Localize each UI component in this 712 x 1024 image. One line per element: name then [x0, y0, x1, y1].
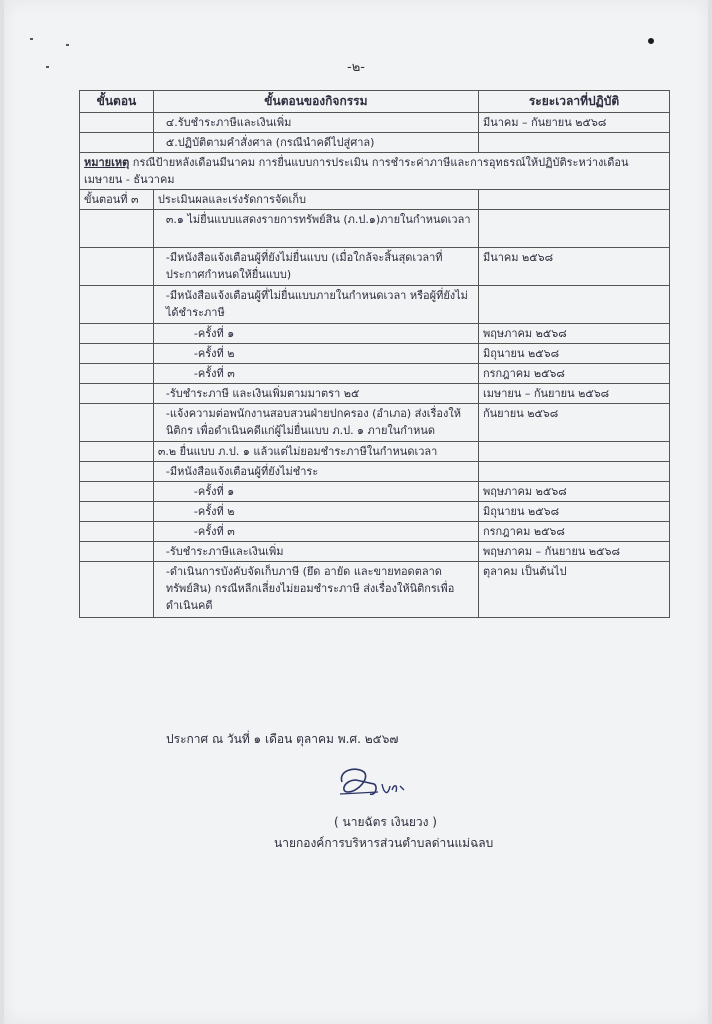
activity-cell: ๔.รับชำระภาษีและเงินเพิ่ม	[153, 113, 478, 133]
announcement-date: ประกาศ ณ วันที่ ๑ เดือน ตุลาคม พ.ศ. ๒๕๖๗	[166, 732, 399, 746]
signature-mark	[334, 762, 414, 804]
activity-cell: -รับชำระภาษีและเงินเพิ่ม	[153, 542, 478, 562]
table-row	[80, 344, 670, 364]
table-row	[80, 210, 670, 248]
period-cell: มิถุนายน ๒๕๖๘	[478, 502, 669, 522]
period-cell: ตุลาคม เป็นต้นไป	[478, 562, 669, 618]
header-period: ระยะเวลาที่ปฏิบัติ	[478, 91, 669, 113]
table-row	[80, 462, 670, 482]
paper-speck	[30, 38, 33, 40]
header-activity: ขั้นตอนของกิจกรรม	[153, 91, 478, 113]
note-label: หมายเหตุ	[84, 156, 130, 169]
step-cell	[80, 542, 154, 562]
step-cell: ขั้นตอนที่ ๓	[80, 190, 154, 210]
activity-cell: ๓.๑ ไม่ยื่นแบบแสดงรายการทรัพย์สิน (ภ.ป.๑)ภายในกำหนดเวลา	[153, 210, 478, 248]
period-cell: กันยายน ๒๕๖๘	[478, 404, 669, 442]
step-cell	[80, 248, 154, 286]
step-cell	[80, 286, 154, 324]
table-row	[80, 113, 670, 133]
table-row	[80, 248, 670, 286]
activity-cell: ประเมินผลและเร่งรัดการจัดเก็บ	[153, 190, 478, 210]
period-cell: กรกฎาคม ๒๕๖๘	[478, 364, 669, 384]
period-cell: มีนาคม ๒๕๖๘	[478, 248, 669, 286]
step-cell	[80, 113, 154, 133]
table-row	[80, 482, 670, 502]
period-cell: มีนาคม – กันยายน ๒๕๖๘	[478, 113, 669, 133]
activity-cell: -แจ้งความต่อพนักงานสอบสวนฝ่ายปกครอง (อำเภอ) ส่งเรื่องให้นิติกร เพื่อดำเนินคดีแก่ผู้ไม่ยื่นแบบ ภ.ป. ๑ ภายในกำหนด	[153, 404, 478, 442]
signer-title: นายกองค์การบริหารส่วนตำบลด่านแม่ฉลบ	[274, 836, 494, 850]
step-cell	[80, 562, 154, 618]
note-row	[80, 153, 670, 190]
table-row	[80, 133, 670, 153]
table-row	[80, 384, 670, 404]
step-cell	[80, 324, 154, 344]
step-cell	[80, 482, 154, 502]
period-cell: มิถุนายน ๒๕๖๘	[478, 344, 669, 364]
table-header-row	[80, 91, 670, 113]
table-row	[80, 542, 670, 562]
period-cell	[478, 462, 669, 482]
paper-speck	[66, 44, 69, 46]
table-row	[80, 442, 670, 462]
period-cell: พฤษภาคม ๒๕๖๘	[478, 324, 669, 344]
period-cell	[478, 210, 669, 248]
period-cell	[478, 442, 669, 462]
period-cell	[478, 286, 669, 324]
activity-cell: -มีหนังสือแจ้งเตือนผู้ที่ไม่ยื่นแบบภายในกำหนดเวลา หรือผู้ที่ยังไม่ได้ชำระภาษี	[153, 286, 478, 324]
activity-cell: -ครั้งที่ ๓	[153, 522, 478, 542]
step-cell	[80, 364, 154, 384]
header-step: ขั้นตอน	[80, 91, 154, 113]
table-row	[80, 522, 670, 542]
period-cell: พฤษภาคม ๒๕๖๘	[478, 482, 669, 502]
activity-cell: -ครั้งที่ ๒	[153, 502, 478, 522]
table-row	[80, 286, 670, 324]
activity-cell: -ดำเนินการบังคับจัดเก็บภาษี (ยึด อายัด และขายทอดตลาดทรัพย์สิน) กรณีหลีกเลี่ยงไม่ยอมชำระภาษี ส่งเรื่องให้นิติกรเพื่อดำเนินคดี	[153, 562, 478, 618]
period-cell: พฤษภาคม – กันยายน ๒๕๖๘	[478, 542, 669, 562]
activity-cell: -ครั้งที่ ๓	[153, 364, 478, 384]
step-cell	[80, 384, 154, 404]
step-cell	[80, 404, 154, 442]
table-row	[80, 190, 670, 210]
activity-cell: -มีหนังสือแจ้งเตือนผู้ที่ยังไม่ชำระ	[153, 462, 478, 482]
activity-cell: -ครั้งที่ ๑	[153, 324, 478, 344]
activity-cell: -รับชำระภาษี และเงินเพิ่มตามมาตรา ๒๕	[153, 384, 478, 404]
table-row	[80, 404, 670, 442]
period-cell: เมษายน – กันยายน ๒๕๖๘	[478, 384, 669, 404]
note-text: กรณีป้ายหลังเดือนมีนาคม การยื่นแบบการประเมิน การชำระค่าภาษีและการอุทธรณ์ให้ปฏิบัติระหว่างเดือนเมษายน - ธันวาคม	[84, 156, 629, 186]
table-row	[80, 324, 670, 344]
step-cell	[80, 462, 154, 482]
step-cell	[80, 344, 154, 364]
step-cell	[80, 210, 154, 248]
step-cell	[80, 502, 154, 522]
activity-cell: ๓.๒ ยื่นแบบ ภ.ป. ๑ แล้วแต่ไม่ยอมชำระภาษีในกำหนดเวลา	[153, 442, 478, 462]
activity-cell: -ครั้งที่ ๒	[153, 344, 478, 364]
page-number: -๒-	[347, 60, 365, 75]
period-cell	[478, 133, 669, 153]
table-row	[80, 364, 670, 384]
step-cell	[80, 522, 154, 542]
table-row	[80, 502, 670, 522]
schedule-table	[79, 90, 670, 618]
note-cell	[80, 153, 670, 190]
period-cell	[478, 190, 669, 210]
period-cell: กรกฎาคม ๒๕๖๘	[478, 522, 669, 542]
ink-dot	[648, 38, 654, 44]
signer-name: ( นายฉัตร เงินยวง )	[334, 815, 437, 829]
activity-cell: -มีหนังสือแจ้งเตือนผู้ที่ยังไม่ยื่นแบบ (เมื่อใกล้จะสิ้นสุดเวลาที่ประกาศกำหนดให้ยื่นแบบ)	[153, 248, 478, 286]
step-cell	[80, 133, 154, 153]
activity-cell: ๕.ปฏิบัติตามคำสั่งศาล (กรณีนำคดีไปสู่ศาล)	[153, 133, 478, 153]
step-cell	[80, 442, 154, 462]
activity-cell: -ครั้งที่ ๑	[153, 482, 478, 502]
table-row	[80, 562, 670, 618]
